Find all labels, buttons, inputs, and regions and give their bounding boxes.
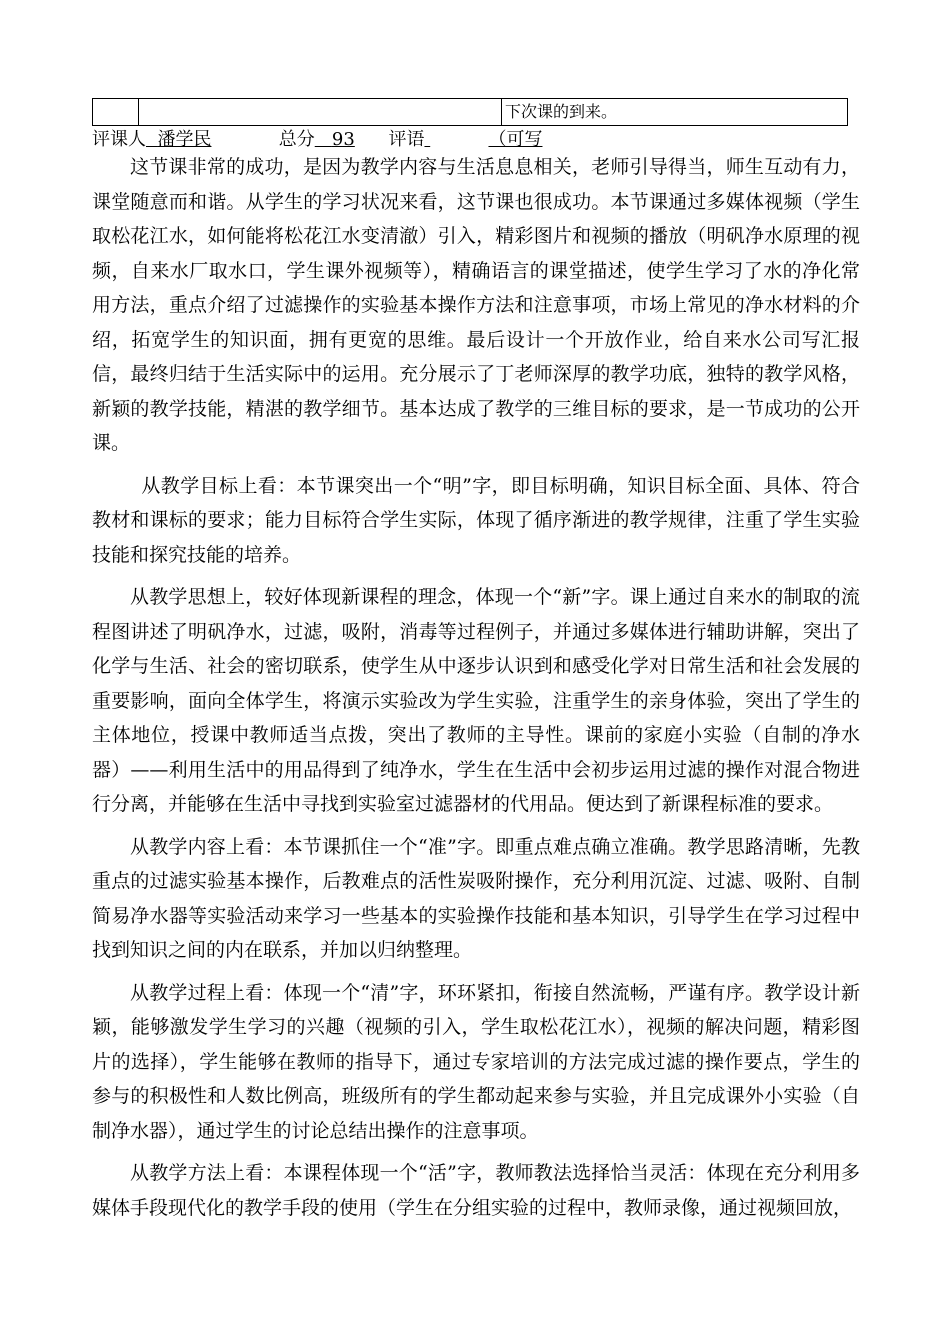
table-cell-text: 下次课的到来。 [505,102,618,121]
review-comment-body [92,150,860,1233]
comment-paragraph: 从教学内容上看：本节课抓住一个“准”字。即重点难点确立准确。教学思路清晰，先教重点的过滤实验基本操作，后教难点的活性炭吸附操作，充分利用沉淀、过滤、吸附、自制简易净水器等实验活动来学习一些基本的实验操作技能和基本知识，引导学生在学习过程中找到知识之间的内在联系，并加以归纳整理。 [92,835,860,961]
comment-paragraph: 从教学过程上看：体现一个“清”字，环环紧扣，衔接自然流畅，严谨有序。教学设计新颖，能够激发学生学习的兴趣（视频的引入，学生取松花江水），视频的解决问题，精彩图片的选择），学生能够在教师的指导下，通过专家培训的方法完成过滤的操作要点，学生的参与的积极性和人数比例高，班级所有的学生都动起来参与实验，并且完成课外小实验（自制净水器），通过学生的讨论总结出操作的注意事项。 [92,981,860,1142]
total-score: 93 [331,129,355,150]
reviewer-name-field [146,128,261,152]
table-last-row [92,98,848,126]
table-cell-divider [138,99,139,125]
comment-paragraph: 这节课非常的成功，是因为教学内容与生活息息相关，老师引导得当，师生互动有力，课堂随意而和谐。从学生的学习状况来看，这节课也很成功。本节课通过多媒体视频（学生取松花江水，如何能将松花江水变清澈）引入，精彩图片和视频的播放（明矾净水原理的视频，自来水厂取水口，学生课外视频等），精确语言的课堂描述，使学生学习了水的净化常用方法，重点介绍了过滤操作的实验基本操作方法和注意事项，市场上常见的净水材料的介绍，拓宽学生的知识面，拥有更宽的思维。最后设计一个开放作业，给自来水公司写汇报信，最终归结于生活实际中的运用。充分展示了丁老师深厚的教学功底，独特的教学风格，新颖的教学技能，精湛的教学细节。基本达成了教学的三维目标的要求，是一节成功的公开课。 [92,156,860,454]
comment-label: 评语 [388,129,425,150]
table-cell-divider [501,99,502,125]
comment-paragraph: 从教学目标上看：本节课突出一个“明”字，即目标明确，知识目标全面、具体、符合教材和课标的要求；能力目标符合学生实际，体现了循序渐进的教学规律，注重了学生实验技能和探究技能的培养。 [92,474,860,566]
reviewer-label: 评课人 [92,129,146,150]
comment-paragraph: 从教学思想上，较好体现新课程的理念，体现一个“新”字。课上通过自来水的制取的流程图讲述了明矾净水，过滤，吸附，消毒等过程例子，并通过多媒体进行辅助讲解，突出了化学与生活、社会的密切联系，使学生从中逐步认识到和感受化学对日常生活和社会发展的重要影响，面向全体学生，将演示实验改为学生实验，注重学生的亲身体验，突出了学生的主体地位，授课中教师适当点拨，突出了教师的主导性。课前的家庭小实验（自制的净水器）——利用生活中的用品得到了纯净水，学生在生活中会初步运用过滤的操作对混合物进行分离，并能够在生活中寻找到实验室过滤器材的代用品。便达到了新课程标准的要求。 [92,586,860,815]
comment-hint: （可写 [488,129,543,150]
comment-field [424,128,488,152]
comment-paragraph: 从教学方法上看：本课程体现一个“活”字，教师教法选择恰当灵活：体现在充分利用多媒体手段现代化的教学手段的使用（学生在分组实验的过程中，教师录像，通过视频回放， [92,1162,860,1219]
reviewer-name: 潘学民 [157,129,212,150]
total-score-field [315,128,371,152]
review-info-line [92,128,542,152]
total-score-label: 总分 [278,129,315,150]
